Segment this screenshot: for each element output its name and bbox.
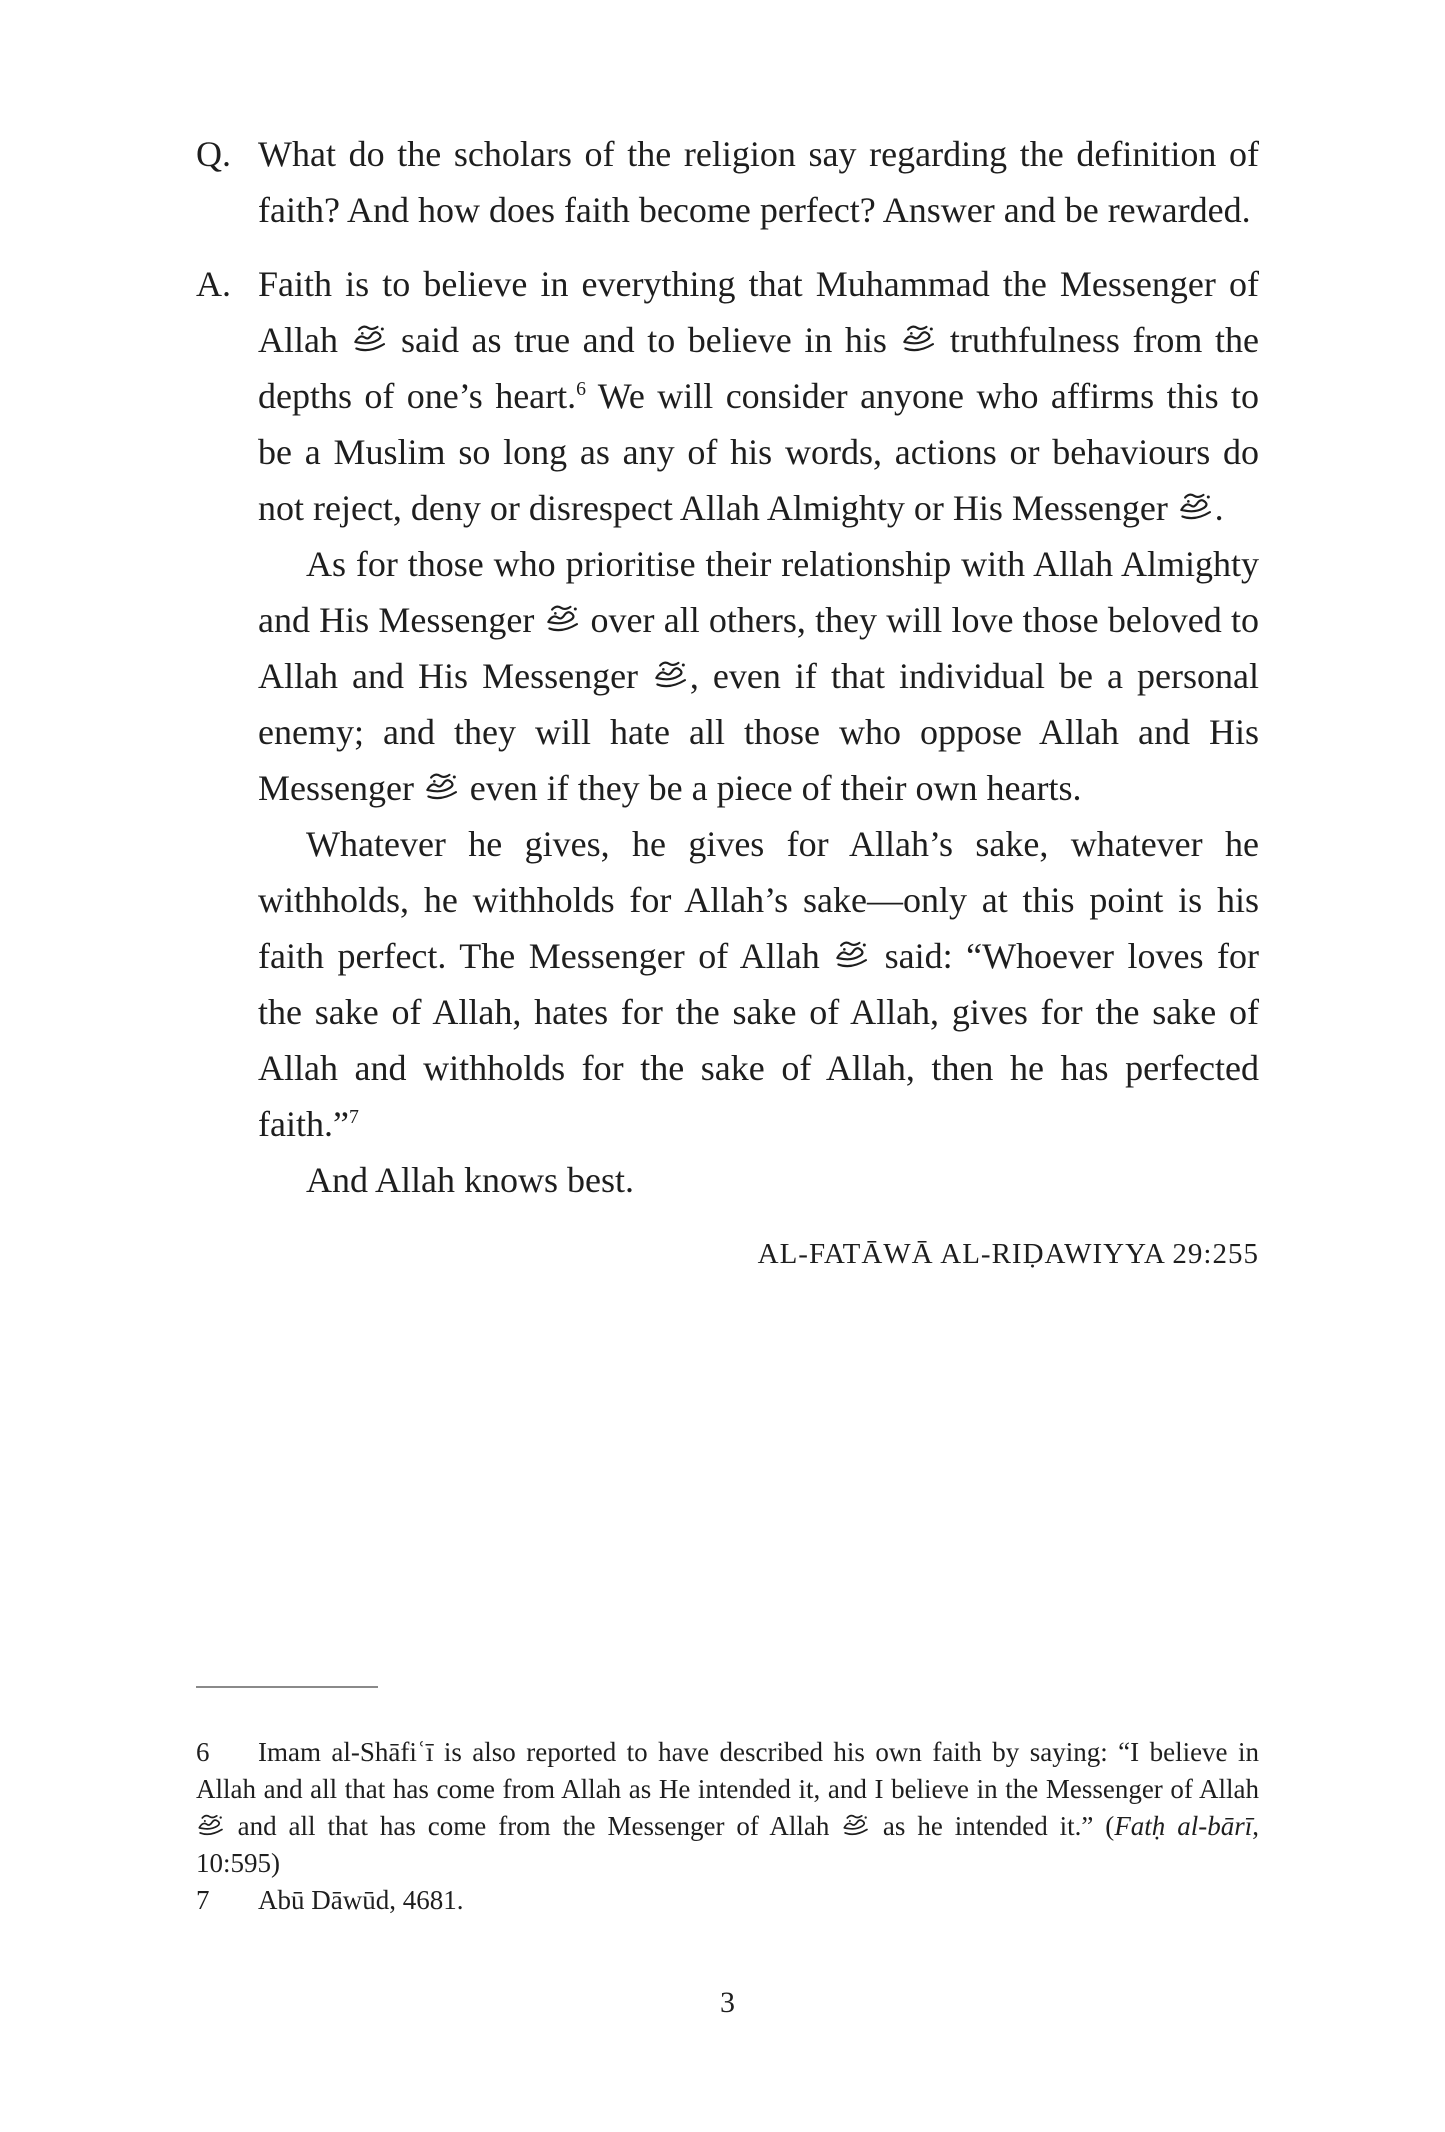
question-block xyxy=(196,126,1259,238)
footnote-7-number: 7 xyxy=(196,1885,210,1915)
answer-paragraph-3: Whatever he gives, he gives for Allah’s sake, whatever he withholds, he withholds for Allah’s sake—only at this point is his faith perfect. The Messenger of Allah said: “Whoever loves for the sake of Allah, hates for the sake of Allah, gives for the sake of Allah and withholds for the sake of Allah, then he has perfected faith.”$^7$ xyxy=(258,824,1259,1144)
pbuh-honorific-icon xyxy=(196,1812,226,1838)
footnote-7-text: Abū Dāwūd, 4681. xyxy=(258,1885,464,1915)
answer-block xyxy=(196,256,1259,1208)
footnote-6 xyxy=(196,1734,1259,1882)
footnote-reference: 6 xyxy=(576,378,587,400)
pbuh-honorific-icon xyxy=(351,322,389,354)
page-number: 3 xyxy=(720,1986,735,2019)
pbuh-honorific-icon xyxy=(544,602,582,634)
answer-body xyxy=(258,256,1259,1208)
question-label: Q. xyxy=(196,134,231,174)
pbuh-honorific-icon xyxy=(1177,490,1215,522)
footnotes-section xyxy=(196,1686,1259,1919)
source-citation: AL-FATĀWĀ AL-RIḌAWIYYA 29:255 xyxy=(757,1238,1259,1270)
answer-closing-line: And Allah knows best. xyxy=(306,1160,634,1200)
footnote-divider xyxy=(196,1686,378,1688)
page-body xyxy=(196,126,1259,1274)
footnote-6-number: 6 xyxy=(196,1737,210,1767)
answer-paragraph-2: As for those who prioritise their relationship with Allah Almighty and His Messenger over all others, they will love those beloved to Allah and His Messenger , even if that individual be a personal enemy; and they will hate all those who oppose Allah and His Messenger even if they be a piece of their own hearts. xyxy=(258,544,1259,808)
question-text: What do the scholars of the religion say regarding the definition of faith? And how does faith become perfect? Answer and be rewarded. xyxy=(258,134,1259,230)
pbuh-honorific-icon xyxy=(841,1812,871,1838)
pbuh-honorific-icon xyxy=(652,658,690,690)
answer-label: A. xyxy=(196,264,231,304)
pbuh-honorific-icon xyxy=(833,938,871,970)
footnote-7 xyxy=(196,1882,1259,1919)
pbuh-honorific-icon xyxy=(900,322,938,354)
footnote-6-text: Imam al-Shāfiʿī is also reported to have described his own faith by saying: “I believe in Allah and all that has come from Allah as He intended it, and I believe in the Messenger of Allah and all that has come from the Messenger of Allah as he intended it.” (Fatḥ al-bārī, 10:595) xyxy=(196,1737,1259,1878)
italic-book-title: Fatḥ al-bārī xyxy=(1114,1811,1253,1841)
answer-paragraph-1: Faith is to believe in everything that Muhammad the Messenger of Allah said as true and to believe in his truthfulness from the depths of one’s heart.$^6$ We will consider anyone who affirms this to be a Muslim so long as any of his words, actions or behaviours do not reject, deny or disrespect Allah Almighty or His Messenger . xyxy=(258,264,1260,528)
pbuh-honorific-icon xyxy=(423,770,461,802)
footnote-reference: 7 xyxy=(348,1106,359,1128)
